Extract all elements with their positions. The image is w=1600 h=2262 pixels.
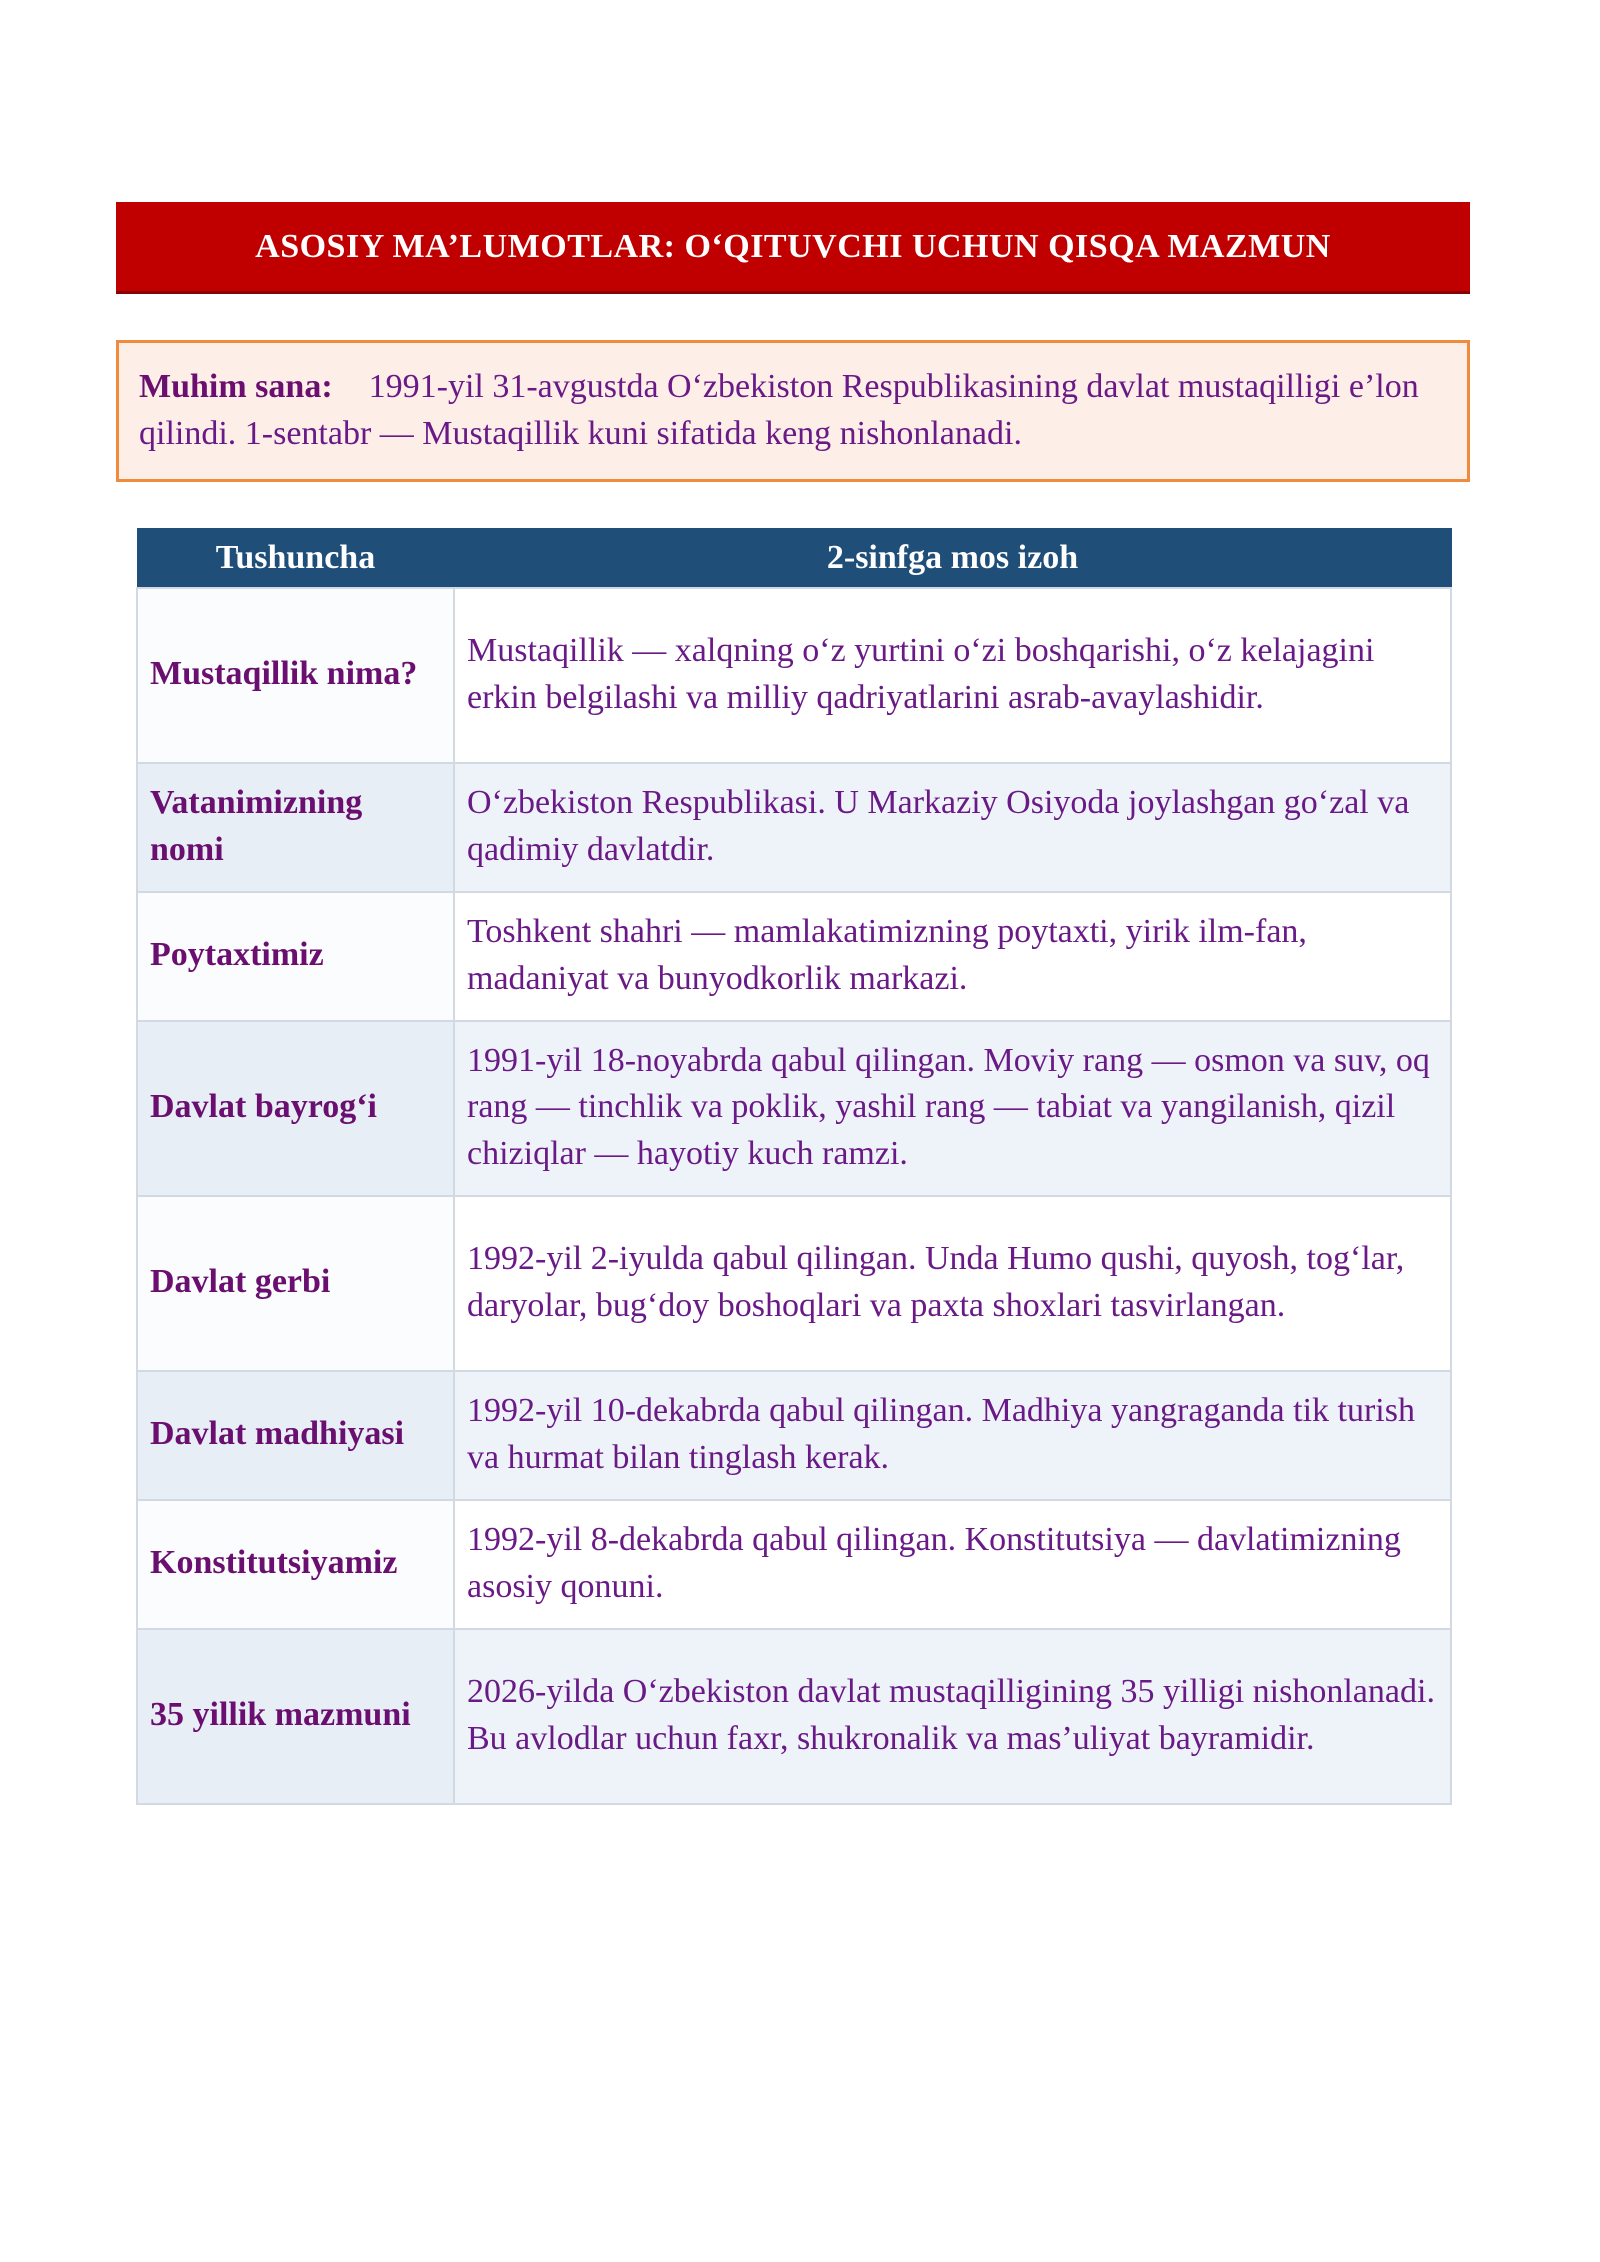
- table-row: [137, 763, 1451, 892]
- table-row: [137, 1021, 1451, 1196]
- title-banner: [116, 202, 1470, 294]
- header-description: 2-sinfga mos izoh: [454, 529, 1451, 589]
- table-row: [137, 892, 1451, 1021]
- description-cell: 1992-yil 10-dekabrda qabul qilingan. Madhiya yangraganda tik turish va hurmat bilan tinglash kerak.: [454, 1371, 1451, 1500]
- table-row: [137, 1371, 1451, 1500]
- term-cell: Davlat gerbi: [137, 1196, 454, 1371]
- table-row: [137, 1500, 1451, 1629]
- term-cell: Vatanimizning nomi: [137, 763, 454, 892]
- description-cell: 1991-yil 18-noyabrda qabul qilingan. Moviy rang — osmon va suv, oq rang — tinchlik va poklik, yashil rang — tabiat va yangilanish, qizil chiziqlar — hayotiy kuch ramzi.: [454, 1021, 1451, 1196]
- table-header-row: [137, 529, 1451, 589]
- term-cell: Davlat madhiyasi: [137, 1371, 454, 1500]
- note-text: 1991-yil 31-avgustda O‘zbekiston Respublikasining davlat mustaqilligi e’lon qilindi. 1-sentabr — Mustaqillik kuni sifatida keng nishonlanadi.: [139, 368, 1419, 452]
- description-cell: 1992-yil 8-dekabrda qabul qilingan. Konstitutsiya — davlatimizning asosiy qonuni.: [454, 1500, 1451, 1629]
- table-row: [137, 1196, 1451, 1371]
- description-cell: 2026-yilda O‘zbekiston davlat mustaqilligining 35 yilligi nishonlanadi. Bu avlodlar uchun faxr, shukronalik va mas’uliyat bayramidir.: [454, 1629, 1451, 1804]
- term-cell: 35 yillik mazmuni: [137, 1629, 454, 1804]
- term-cell: Mustaqillik nima?: [137, 588, 454, 763]
- info-table: [136, 528, 1452, 1805]
- term-cell: Davlat bayrog‘i: [137, 1021, 454, 1196]
- header-term: Tushuncha: [137, 529, 454, 589]
- important-date-note: [116, 340, 1470, 482]
- description-cell: Toshkent shahri — mamlakatimizning poytaxti, yirik ilm-fan, madaniyat va bunyodkorlik markazi.: [454, 892, 1451, 1021]
- description-cell: 1992-yil 2-iyulda qabul qilingan. Unda Humo qushi, quyosh, tog‘lar, daryolar, bug‘doy boshoqlari va paxta shoxlari tasvirlangan.: [454, 1196, 1451, 1371]
- term-cell: Poytaxtimiz: [137, 892, 454, 1021]
- description-cell: Mustaqillik — xalqning o‘z yurtini o‘zi boshqarishi, o‘z kelajagini erkin belgilashi va milliy qadriyatlarini asrab-avaylashidir.: [454, 588, 1451, 763]
- page-title: ASOSIY MA’LUMOTLAR: O‘QITUVCHI UCHUN QISQA MAZMUN: [255, 227, 1331, 265]
- term-cell: Konstitutsiyamiz: [137, 1500, 454, 1629]
- description-cell: O‘zbekiston Respublikasi. U Markaziy Osiyoda joylashgan go‘zal va qadimiy davlatdir.: [454, 763, 1451, 892]
- table-row: [137, 588, 1451, 763]
- table-row: [137, 1629, 1451, 1804]
- note-label: Muhim sana:: [139, 368, 333, 405]
